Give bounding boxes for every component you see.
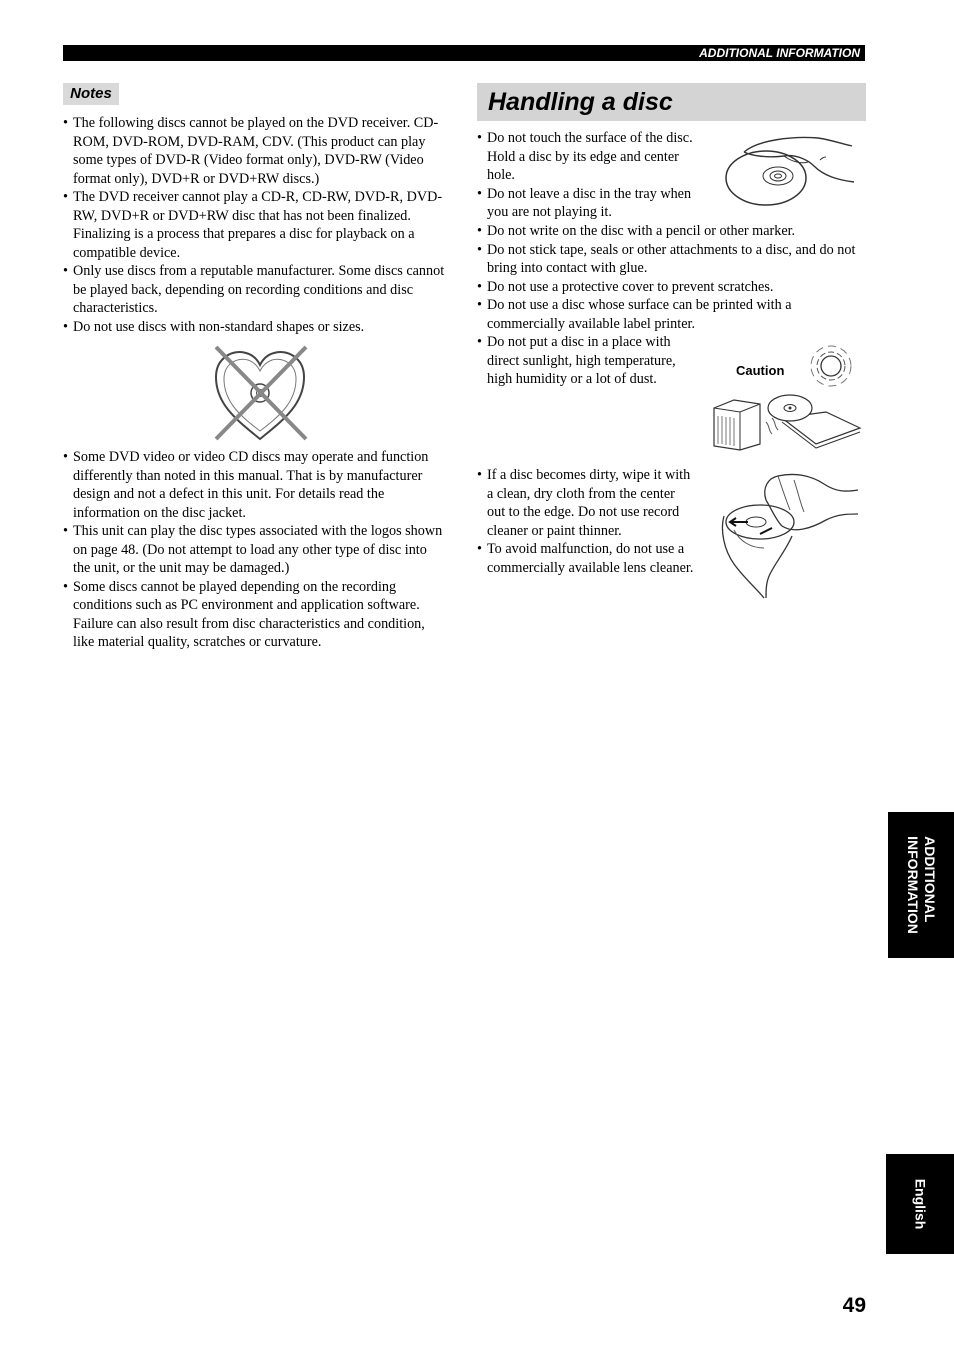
- handling-list-b: [477, 222, 862, 333]
- heater-and-disc-icon: [710, 388, 862, 452]
- bullet-item: • The DVD receiver cannot play a CD-R, CD-RW, DVD-R, DVD-RW, DVD+R or DVD+RW disc that has not been finalized. Finalizing is a process that prepares a disc for playback on a compatible device.: [63, 188, 445, 262]
- page-title: Handling a disc: [488, 88, 673, 116]
- bullet-item: • The following discs cannot be played on the DVD receiver. CD-ROM, DVD-ROM, DVD-RAM, CDV. (This product can play some types of DVD-R (Video format only), DVD-RW (Video format only), DVD+R or DVD+RW discs.): [63, 114, 445, 188]
- side-tab-english: [886, 1154, 954, 1254]
- side-tab-line-1: ADDITIONAL: [922, 836, 938, 923]
- sun-icon: [806, 342, 856, 390]
- handling-list-c: [477, 333, 687, 389]
- bullet-item: • Only use discs from a reputable manufacturer. Some discs cannot be played back, depending on recording conditions and disc characteristics.: [63, 262, 445, 318]
- side-tab-additional-information: [888, 812, 954, 958]
- side-tab-line-2: INFORMATION: [905, 836, 921, 934]
- bullet-item: • Do not use a protective cover to prevent scratches.: [477, 278, 862, 297]
- handling-list-d: [477, 466, 695, 577]
- heart-disc-crossed-icon: [208, 343, 312, 443]
- bullet-item: • Do not leave a disc in the tray when you are not playing it.: [477, 185, 702, 222]
- side-tab-additional-text: [904, 836, 938, 934]
- side-tab-english-text: English: [912, 1178, 929, 1230]
- hands-wiping-disc-icon: [716, 470, 862, 600]
- bullet-item: • Some discs cannot be played depending on the recording conditions such as PC environment and application software. Failure can also result from disc characteristics and condition, like material quality, scratches or curvature.: [63, 578, 445, 652]
- bullet-item: • Some DVD video or video CD discs may operate and function differently than noted in this manual. That is by manufacturer design and not a defect in this unit. For details read the information on the disc jacket.: [63, 448, 445, 522]
- bullet-item: • Do not touch the surface of the disc. Hold a disc by its edge and center hole.: [477, 129, 702, 185]
- hand-holding-disc-icon: [722, 132, 858, 210]
- bullet-item: • Do not use discs with non-standard shapes or sizes.: [63, 318, 445, 337]
- page-number: 49: [842, 1294, 866, 1317]
- section-header-bar: ADDITIONAL INFORMATION: [63, 45, 865, 61]
- notes-heading: Notes: [63, 83, 119, 105]
- bullet-item: • If a disc becomes dirty, wipe it with a clean, dry cloth from the center out to the edge. Do not use record cleaner or paint thinner.: [477, 466, 695, 540]
- caution-label: Caution: [736, 363, 785, 378]
- handling-list-a: [477, 129, 702, 222]
- bullet-item: • This unit can play the disc types associated with the logos shown on page 48. (Do not attempt to load any other type of disc into the unit, or the unit may be damaged.): [63, 522, 445, 578]
- bullet-item: • Do not put a disc in a place with direct sunlight, high temperature, high humidity or a lot of dust.: [477, 333, 687, 389]
- handling-title-box: [477, 83, 866, 121]
- notes-list-bottom: [63, 448, 445, 652]
- bullet-item: • Do not write on the disc with a pencil or other marker.: [477, 222, 862, 241]
- bullet-item: • Do not use a disc whose surface can be printed with a commercially available label printer.: [477, 296, 862, 333]
- bullet-item: • To avoid malfunction, do not use a commercially available lens cleaner.: [477, 540, 695, 577]
- bullet-item: • Do not stick tape, seals or other attachments to a disc, and do not bring into contact with glue.: [477, 241, 862, 278]
- notes-list-top: [63, 114, 445, 336]
